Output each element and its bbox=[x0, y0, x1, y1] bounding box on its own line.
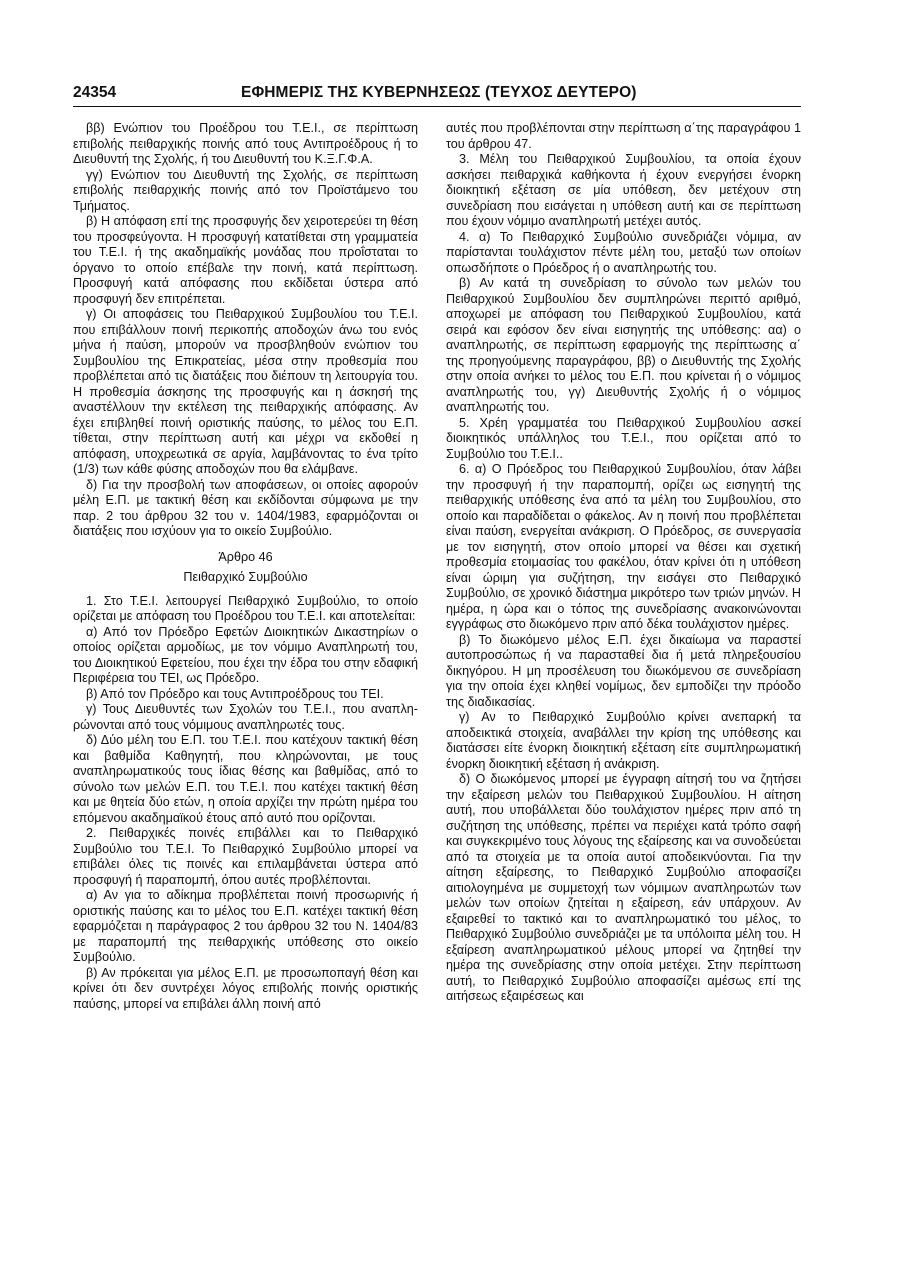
paragraph: 2. Πειθαρχικές ποινές επιβάλλει και το Πειθαρχικό Συμβούλιο του Τ.Ε.Ι. Το Πειθαρχικό Συμβούλιο μπορεί να επιβάλει όλες τις ποινές και επιλαμβάνεται ύστερα από προσφυγή ή παραπομπή, όπου αυτές προβλέπονται. bbox=[73, 826, 418, 887]
paragraph: 4. α) Το Πειθαρχικό Συμβούλιο συνεδριάζει νόμιμα, αν παρίστανται τουλάχιστον πέντε μέλη του, μεταξύ των οποίων οπωσδήποτε ο Πρόεδρος ή ο αναπληρωτής του. bbox=[446, 229, 801, 275]
paragraph: αυτές που προβλέπονται στην περίπτωση α΄της παραγράφου 1 του άρθρου 47. bbox=[446, 121, 801, 151]
spacer bbox=[73, 586, 418, 594]
left-column bbox=[73, 121, 418, 1012]
article-title: Πειθαρχικό Συμβούλιο bbox=[183, 570, 308, 584]
header-rule bbox=[73, 106, 801, 107]
paragraph: β) Από τον Πρόεδρο και τους Αντιπροέδρους του ΤΕΙ. bbox=[86, 686, 384, 701]
page-number: 24354 bbox=[73, 84, 117, 101]
paragraph: δ) Δύο μέλη του Ε.Π. του Τ.Ε.Ι. που κατέχουν τακτική θέση και βαθμίδα Καθηγητή, που κληρώνονται, με τους αναπληρωματικούς τους ίδιας θέσης και βαθμίδας, από το σύνολο των μελών Ε.Π. του Τ.Ε.Ι. που κατέχει τακτική θέση και με θητεία δύο ετών, η οποία αρχίζει την πρώτη ημέρα του επόμενου ακαδημαϊκού έτους από αυτό που ορίζονται. bbox=[73, 733, 418, 825]
paragraph: α) Αν για το αδίκημα προβλέπεται ποινή προσωρινής ή οριστικής παύσης και το μέλος του Ε.Π. κατέχει τακτική θέση εφαρμόζεται η παράγραφος 2 του άρθρου 32 του Ν. 1404/83 με παραπομπή της πειθαρχικής υπόθεσης στο οικείο Συμβούλιο. bbox=[73, 888, 418, 964]
paragraph: γ) Αν το Πειθαρχικό Συμβούλιο κρίνει ανεπαρκή τα αποδεικτικά στοιχεία, αναβάλλει την κρίση της υπόθεσης και διατάσσει είτε ένορκη διοικητική εξέταση είτε συμπληρωματική ένορκη διοικητική εξέταση ή ανάκριση. bbox=[446, 710, 801, 771]
paragraph: ββ) Ενώπιον του Προέδρου του Τ.Ε.Ι., σε περίπτωση επιβολής πειθαρχικής ποινής από τους Αντιπροέδρους ή το Διευθυντή της Σχολής, ή του Διευθυντή του Κ.Ξ.Γ.Φ.Α. bbox=[73, 121, 418, 166]
paragraph: β) Αν κατά τη συνεδρίαση το σύνολο των μελών του Πειθαρχικού Συμβουλίου δεν συμπληρώνει περιττό αριθμό, αποχωρεί με απόφαση του Πειθαρχικού Συμβουλίου, κατά σειρά και εφόσον δεν είναι εισηγητής της υπόθεσης: αα) ο αναπληρωτής, σε περίπτωση εφαρμογής της περίπτωσης α΄ της προηγούμενης παραγράφου, ββ) ο Διευθυντής της Σχολής στην οποία ανήκει το μέλος του Ε.Π. που κρίνεται ή ο νόμιμος αναπληρωτής του, γγ) Διευθυντής Σχολής ή ο νόμιμος αναπληρωτής του. bbox=[446, 276, 801, 414]
page-header bbox=[73, 84, 801, 106]
article-number: Άρθρο 46 bbox=[218, 549, 273, 564]
paragraph: 1. Στο Τ.Ε.Ι. λειτουργεί Πειθαρχικό Συμβούλιο, το οποίο ορίζεται με απόφαση του Προέδρου του Τ.Ε.Ι. και αποτελείται: bbox=[73, 593, 418, 623]
paragraph: 3. Μέλη του Πειθαρχικού Συμβουλίου, τα οποία έχουν ασκήσει πειθαρχικά καθήκοντα ή έχουν ενεργήσει ένορκη διοικητική εξέταση σε μία υπόθεση, δεν μετέχουν στη συνεδρίαση που εισάγεται η υπόθεση αυτή και σε περίπτωση που έχουν νόμιμο αναπληρωτή μετέχει αυτός. bbox=[446, 152, 801, 228]
paragraph: γ) Οι αποφάσεις του Πειθαρχικού Συμβουλίου του Τ.Ε.Ι. που επιβάλλουν ποινή περικοπής αποδοχών άνω του ενός μήνα ή παύση, μπορούν να προσβληθούν ενώπιον του Συμβουλίου της Επικρατείας, μέσα στην προθεσμία που προβλέπεται από τις διατάξεις που διέπουν τη λειτουργία του. Η προθεσμία άσκησης της προσφυγής και η άσκησή της αναστέλλουν την εκτέλεση της πειθαρχικής απόφασης. Αν έχει επιβληθεί ποινή οριστικής παύσης, το μέλος του Ε.Π. τίθεται, στην περίπτωση αυτή και μέχρι να εκδοθεί η απόφαση, υποχρεωτικά σε αργία, λαμβάνοντας το ένα τρίτο (1/3) των κάθε φύσης αποδοχών που θα ελάμβανε. bbox=[73, 307, 418, 476]
paragraph: 6. α) Ο Πρόεδρος του Πειθαρχικού Συμβουλίου, όταν λάβει την προσφυγή ή την παραπομπή, ορίζει ως εισηγητή της πειθαρχικής υπόθεσης ένα από τα μέλη του Συμβουλίου, στο οποίο και παραδίδεται ο φάκελος. Αν η ποινή που προβλέπεται είναι παύση, ενεργείται ανάκριση. Ο Πρόεδρος, σε συνεργασία με τον εισηγητή, στον οποίο μπορεί να θέσει και σχετική προθεσμία ετοιμασίας του φακέλου, όταν κρίνει ότι η υπόθεση είναι ώριμη για συζήτηση, την εισάγει στο Πειθαρχικό Συμβούλιο, σε χρονικό διάστημα μικρότερο των τριών μηνών. Η ημέρα, η ώρα και ο τόπος της συνεδρίασης ανακοινώνονται εγγράφως στο διωκόμενο πριν από δέκα τουλάχιστον ημέρες. bbox=[446, 462, 801, 631]
paragraph: α) Από τον Πρόεδρο Εφετών Διοικητικών Δικαστηρίων ο οποίος ορίζεται αρμοδίως, με τον νόμιμο Αναπληρωτή του, του Διοικητικού Εφετείου, που έχει την έδρα του στην εδαφική Περιφέρεια του ΤΕΙ, ως Πρόεδρο. bbox=[73, 624, 418, 685]
paragraph: γγ) Ενώπιον του Διευθυντή της Σχολής, σε περίπτωση επιβολής πειθαρχικής ποινής από τον Προϊστάμενο του Τμήματος. bbox=[73, 167, 418, 213]
paragraph: β) Αν πρόκειται για μέλος Ε.Π. με προσωποπαγή θέση και κρίνει ότι δεν συντρέχει λόγος επιβολής ποινής οριστικής παύσης, μπορεί να επιβάλει άλλη ποινή από bbox=[73, 965, 418, 1011]
paragraph: β) Το διωκόμενο μέλος Ε.Π. έχει δικαίωμα να παραστεί αυτοπροσώπως ή να παρασταθεί δια ή μετά πληρεξουσίου δικηγόρου. Η μη προσέλευση του διωκόμενου σε συνεδρίαση για την οποία έχει κληθεί νομίμως, δεν εμποδίζει την πρόοδο της διαδικασίας. bbox=[446, 632, 801, 709]
paragraph: β) Η απόφαση επί της προσφυγής δεν χειροτερεύει τη θέση του προσφεύγοντα. Η προσφυγή κατατίθεται στη γραμματεία του Τ.Ε.Ι. ή της ακαδημαϊκής μονάδας που προΐσταται το όργανο το οποίο επέβαλε την ποινή, κατά περίπτωση. Προσφυγή κατά απόφασης που εκδίδεται ύστερα από προσφυγή δεν επιτρέπεται. bbox=[73, 214, 418, 306]
paragraph: 5. Χρέη γραμματέα του Πειθαρχικού Συμβουλίου ασκεί διοικητικός υπάλληλος του Τ.Ε.Ι., που ορίζεται από το Συμβούλιο του Τ.Ε.Ι.. bbox=[446, 415, 801, 461]
spacer bbox=[73, 540, 418, 550]
paragraph: δ) Για την προσβολή των αποφάσεων, οι οποίες αφορούν μέλη Ε.Π. με τακτική θέση και εκδίδονται σύμφωνα με την παρ. 2 του άρθρου 32 του ν. 1404/1983, εφαρμόζονται οι διατάξεις που ισχύουν για το οικείο Συμβούλιο. bbox=[73, 477, 418, 538]
right-column bbox=[446, 121, 801, 1005]
paragraph: δ) Ο διωκόμενος μπορεί με έγγραφη αίτησή του να ζητήσει την εξαίρεση μελών του Πειθαρχικού Συμβουλίου. Η αίτηση αυτή, που υποβάλλεται δύο τουλάχιστον ημέρες πριν από τη συζήτηση της υπόθεσης, πρέπει να περιέχει κατά τρόπο σαφή και συγκεκριμένο τους λόγους της εξαίρεσης και να συνοδεύεται από τα στοιχεία με τα οποία αυτοί αποδεικνύονται. Για την αίτηση εξαίρεσης, το Πειθαρχικό Συμβούλιο αποφασίζει αιτιολογημένα με συμμετοχή των νόμιμων αναπληρωτών των μελών των οποίων ζητείται η εξαίρεση, εάν υπάρχουν. Αν εξαιρεθεί το τακτικό και το αναπληρωματικό του μέλος, το Πειθαρχικό Συμβούλιο συνεδριάζει με τα υπόλοιπα μέλη του. Η εξαίρεση αναπληρωματικού μέλους μπορεί να ζητηθεί την ημέρα της συνεδρίασης στην οποία μετέχει. Στην περίπτωση αυτή, το Πειθαρχικό Συμβούλιο αποφασίζει αμέσως επί της αιτήσεως εξαιρέσεως και bbox=[446, 772, 801, 1003]
paragraph: γ) Τους Διευθυντές των Σχολών του Τ.Ε.Ι., που αναπληρώνονται από τους νόμιμους αναπληρωτές τους. bbox=[73, 702, 418, 732]
gazette-title: ΕΦΗΜΕΡΙΣ ΤΗΣ ΚΥΒΕΡΝΗΣΕΩΣ (ΤΕΥΧΟΣ ΔΕΥΤΕΡΟ) bbox=[241, 84, 637, 101]
